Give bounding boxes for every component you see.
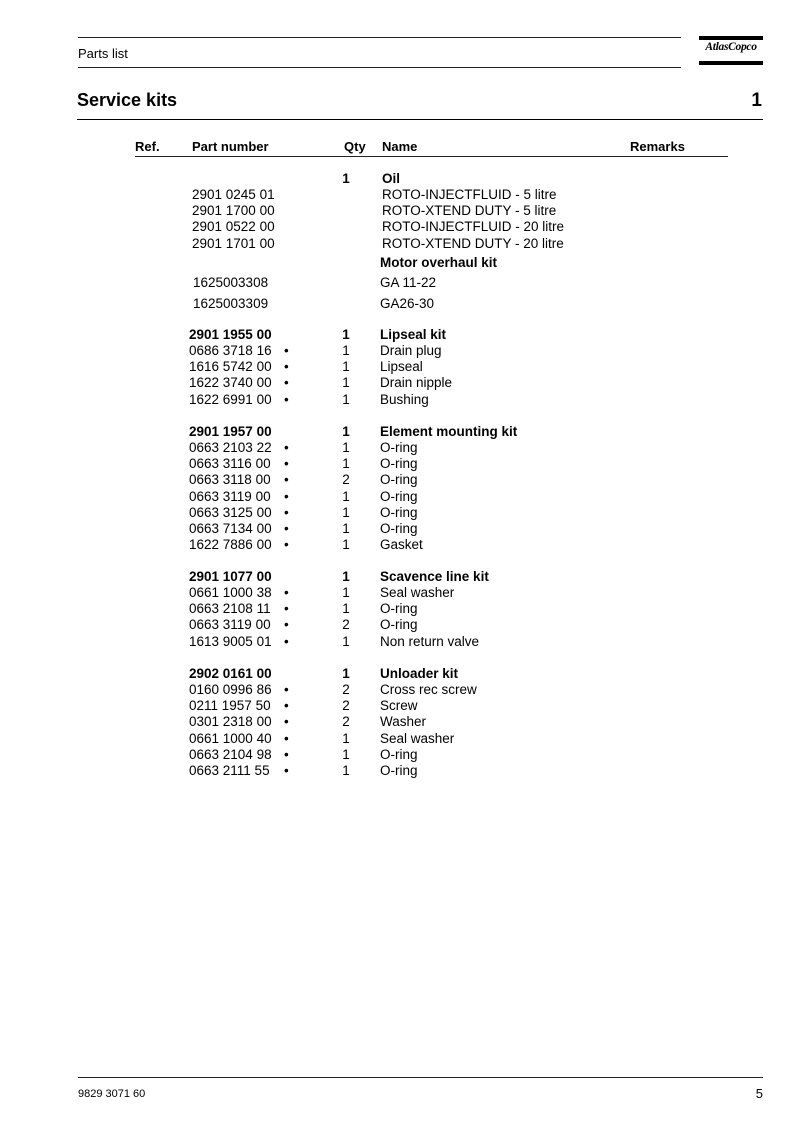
kit-member-bullet: • [284,698,289,714]
part-number: 2901 1700 00 [192,203,275,219]
quantity: 1 [342,424,350,439]
part-number: 0663 7134 00 [189,520,272,536]
part-number: 1616 5742 00 [189,359,272,375]
kit-member-bullet: • [284,359,289,375]
footer-page-number: 5 [755,1086,763,1101]
quantity: 1 [342,601,350,617]
header-bottom-rule [78,67,681,68]
part-name: Washer [380,714,427,730]
quantity: 2 [342,682,350,698]
kit-member-bullet: • [284,488,289,504]
part-number: 0663 3116 00 [189,456,271,472]
kit-member-bullet: • [284,714,289,730]
logo-top-bar [699,36,763,40]
part-number: 2902 0161 00 [189,666,272,681]
footer-document-number: 9829 3071 60 [78,1088,146,1100]
kit-member-bullet: • [284,601,289,617]
quantity: 2 [342,617,350,633]
part-name: Cross rec screw [380,682,477,698]
kit-name: Unloader kit [380,666,459,681]
part-number: 0661 1000 38 [189,585,272,601]
part-number: 0663 2108 11 [189,601,271,617]
part-name: Lipseal [380,359,423,375]
quantity: 1 [342,456,350,472]
kit-member-bullet: • [284,537,289,553]
section-rule [77,119,763,120]
part-number: 0663 3125 00 [189,504,272,520]
part-name: Screw [380,698,418,714]
quantity: 2 [342,714,350,730]
part-number: 2901 1955 00 [189,327,272,342]
kit-name: Motor overhaul kit [380,255,498,270]
part-number: 0663 2104 98 [189,746,272,762]
part-name: ROTO-XTEND DUTY - 20 litre [382,235,564,251]
part-name: GA 11-22 [380,275,437,290]
header-label: Parts list [78,46,128,61]
quantity: 1 [342,391,350,407]
kit-name: Lipseal kit [380,327,447,342]
section-title: Service kits [77,90,178,110]
quantity: 1 [342,633,350,649]
part-number: 1625003309 [193,296,269,311]
part-number: 2901 1957 00 [189,424,272,439]
quantity: 1 [342,520,350,536]
quantity: 1 [342,440,350,456]
kit-member-bullet: • [284,343,289,359]
part-number: 0301 2318 00 [189,714,272,730]
part-name: ROTO-INJECTFLUID - 5 litre [382,187,557,203]
kit-member-bullet: • [284,472,289,488]
part-number: 2901 0245 01 [192,187,275,203]
part-number: 0211 1957 50 [189,698,271,714]
footer-rule [78,1077,763,1078]
quantity: 1 [342,537,350,553]
part-name: Non return valve [380,633,480,649]
part-number: 0661 1000 40 [189,730,272,746]
quantity: 1 [342,762,350,778]
kit-member-bullet: • [284,633,289,649]
part-number: 0686 3718 16 [189,343,272,359]
part-name: ROTO-INJECTFLUID - 20 litre [382,219,565,235]
part-name: Bushing [380,391,429,407]
logo-wordmark: AtlasCopco [705,41,757,53]
section-number: 1 [751,90,762,111]
atlas-copco-logo [699,36,763,66]
kit-member-bullet: • [284,617,289,633]
quantity: 1 [342,343,350,359]
kit-member-bullet: • [284,504,289,520]
part-number: 0663 2111 55 [189,762,270,778]
kit-member-bullet: • [284,391,289,407]
part-name: GA26-30 [380,296,435,311]
quantity: 1 [342,375,350,391]
part-number: 0160 0996 86 [189,682,272,698]
column-header-rule [135,156,728,157]
part-name: ROTO-XTEND DUTY - 5 litre [382,203,557,219]
quantity: 1 [342,359,350,375]
quantity: 1 [342,504,350,520]
quantity: 1 [342,569,350,584]
part-name: O-ring [380,504,418,520]
quantity: 1 [342,488,350,504]
part-name: O-ring [380,617,418,633]
column-header-part-number: Part number [192,139,269,154]
column-header-qty: Qty [344,139,366,154]
logo-bottom-bar [699,61,763,65]
quantity: 1 [342,327,350,342]
part-number: 1622 7886 00 [189,537,272,553]
kit-member-bullet: • [284,520,289,536]
part-name: Gasket [380,537,423,553]
quantity: 1 [342,746,350,762]
column-header-ref: Ref. [135,139,160,154]
part-number: 0663 2103 22 [189,440,272,456]
quantity: 2 [342,698,350,714]
kit-name: Element mounting kit [380,424,518,439]
part-name: O-ring [380,472,418,488]
kit-name: Oil [382,171,401,186]
part-number: 0663 3119 00 [189,617,271,633]
kit-member-bullet: • [284,375,289,391]
part-name: O-ring [380,456,418,472]
quantity: 1 [342,585,350,601]
part-name: Drain plug [380,343,442,359]
part-number: 1625003308 [193,275,269,290]
kit-member-bullet: • [284,682,289,698]
part-name: O-ring [380,746,418,762]
column-header-name: Name [382,139,418,154]
part-name: Seal washer [380,585,455,601]
part-name: O-ring [380,601,418,617]
part-name: O-ring [380,762,418,778]
part-name: Drain nipple [380,375,453,391]
quantity: 1 [342,730,350,746]
kit-member-bullet: • [284,456,289,472]
kit-member-bullet: • [284,440,289,456]
part-number: 0663 3119 00 [189,488,271,504]
kit-member-bullet: • [284,746,289,762]
quantity: 1 [342,171,350,186]
part-name: Seal washer [380,730,455,746]
quantity: 1 [342,666,350,681]
quantity: 2 [342,472,350,488]
part-name: O-ring [380,520,418,536]
part-name: O-ring [380,440,418,456]
header-top-rule [78,37,681,38]
part-number: 1622 3740 00 [189,375,272,391]
part-name: O-ring [380,488,418,504]
kit-member-bullet: • [284,730,289,746]
column-header-remarks: Remarks [630,139,685,154]
kit-member-bullet: • [284,762,289,778]
part-number: 1622 6991 00 [189,391,272,407]
kit-member-bullet: • [284,585,289,601]
part-number: 0663 3118 00 [189,472,271,488]
part-number: 2901 1077 00 [189,569,272,584]
part-number: 2901 1701 00 [192,235,275,251]
part-number: 1613 9005 01 [189,633,272,649]
kit-name: Scavence line kit [380,569,489,584]
part-number: 2901 0522 00 [192,219,275,235]
